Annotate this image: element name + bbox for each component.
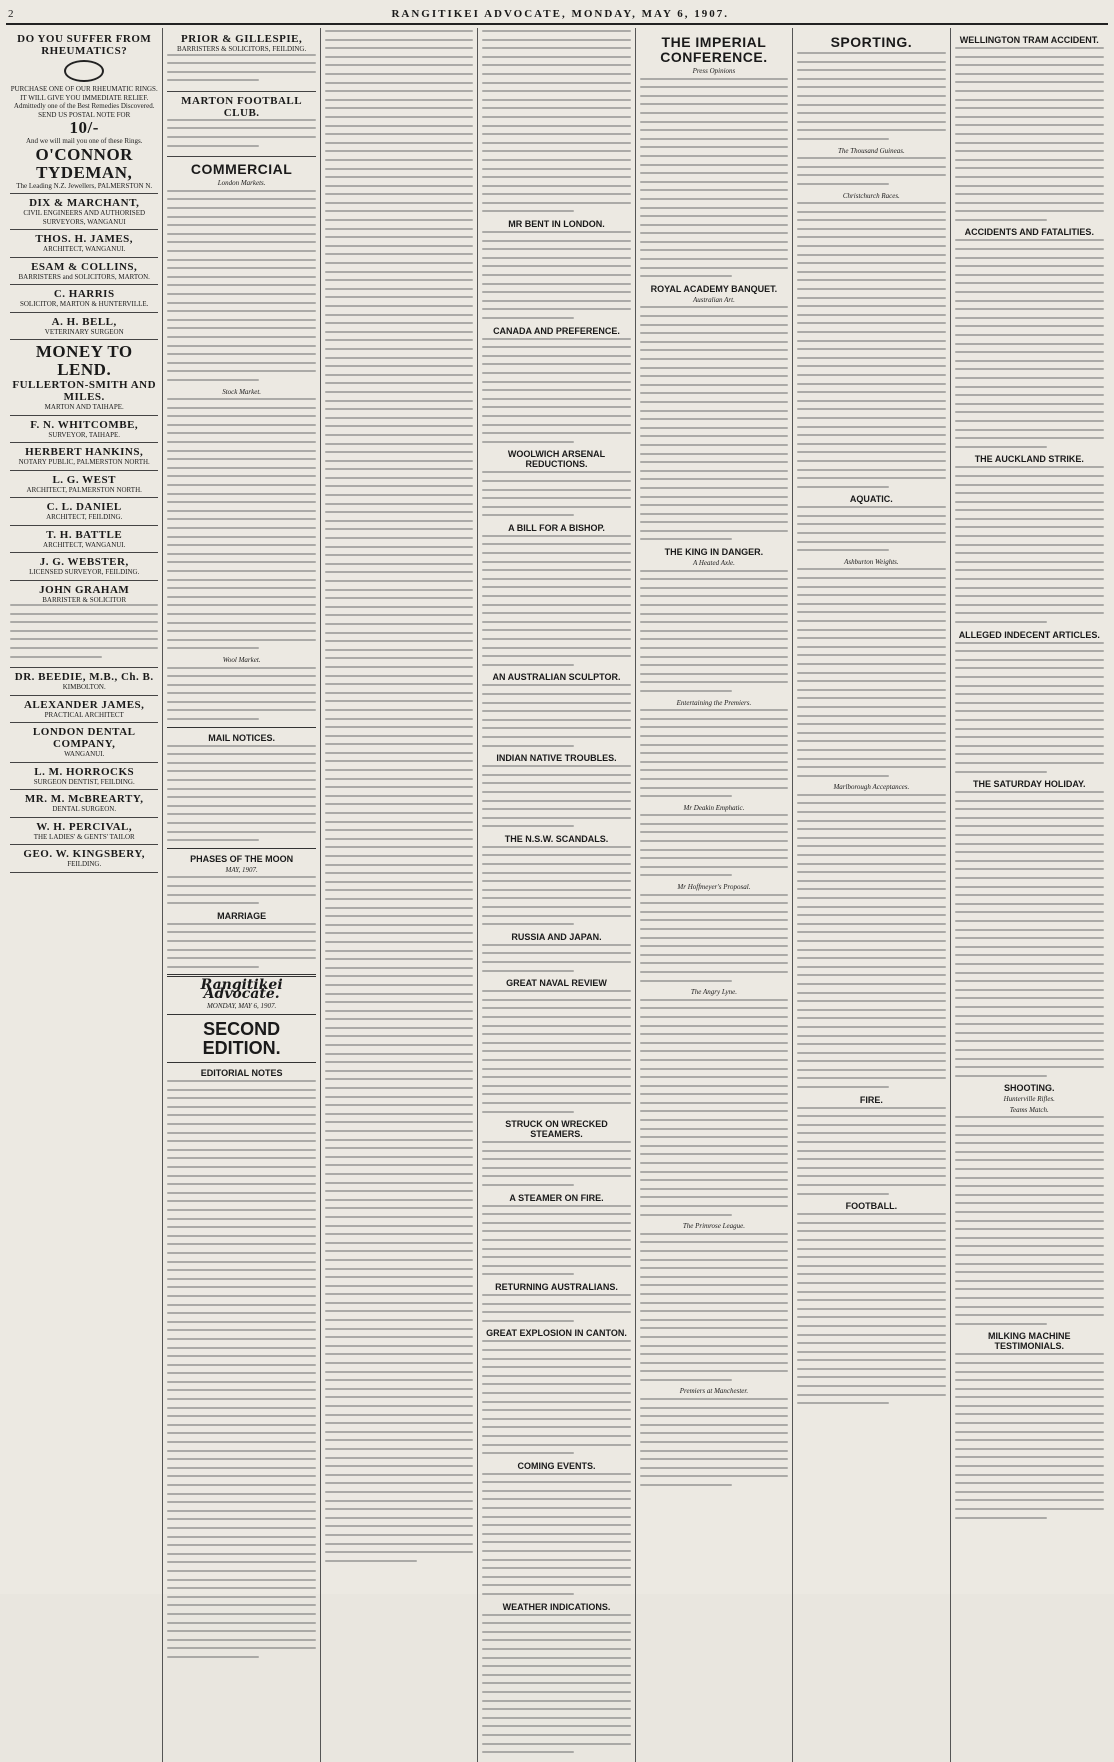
card-sub: VETERINARY SURGEON — [44, 327, 124, 336]
card-name: PRIOR & GILLESPIE, — [181, 33, 303, 45]
professional-card — [10, 285, 158, 313]
card-sub: PRACTICAL ARCHITECT — [44, 710, 124, 719]
news-heading: THE N.S.W. SCANDALS. — [504, 833, 609, 844]
card-name: MONEY TO LEND. — [35, 342, 133, 379]
rheumatic-ad — [10, 30, 158, 194]
news-heading: WOOLWICH ARSENAL REDUCTIONS. — [507, 449, 606, 470]
body-text — [10, 604, 158, 658]
ad-line: The Leading N.Z. Jewellers, PALMERSTON N. — [16, 181, 153, 190]
news-heading: ACCIDENTS AND FATALITIES. — [964, 227, 1094, 238]
section-heading: SPORTING. — [830, 34, 913, 50]
body-text — [167, 190, 315, 381]
section-heading: FIRE. — [859, 1094, 883, 1105]
professional-card — [10, 498, 158, 526]
body-text — [955, 47, 1104, 221]
subheading: The Angry Lyne. — [690, 988, 737, 997]
news-heading: THE AUCKLAND STRIKE. — [974, 454, 1084, 465]
body-text — [482, 1473, 630, 1595]
professional-card — [10, 553, 158, 581]
card-sub: MARTON AND TAIHAPE. — [44, 403, 124, 411]
ring-icon — [64, 60, 104, 82]
news-heading: STRUCK ON WRECKED STEAMERS. — [505, 1119, 608, 1140]
body-text — [482, 684, 630, 746]
body-text — [640, 306, 788, 540]
card-sub: ARCHITECT, PALMERSTON NORTH. — [26, 485, 142, 494]
page-number: 2 — [8, 8, 15, 20]
news-heading: GREAT EXPLOSION IN CANTON. — [486, 1328, 627, 1339]
section-heading: COMMERCIAL — [190, 161, 293, 178]
card-name: L. G. WEST — [52, 473, 116, 486]
news-heading: THE KING IN DANGER. — [664, 547, 764, 558]
news-heading: CANADA AND PREFERENCE. — [493, 325, 620, 336]
body-text — [640, 709, 788, 797]
subheading: London Markets. — [217, 179, 266, 188]
news-heading: COMING EVENTS. — [517, 1460, 596, 1471]
firm-name: O'CONNOR — [35, 144, 133, 164]
card-name: C. L. DANIEL — [46, 501, 122, 513]
card-name: MARTON FOOTBALL CLUB. — [181, 94, 303, 119]
newspaper-masthead: Rangitikei Advocate. — [200, 977, 283, 1002]
masthead — [6, 8, 1108, 25]
subheading: Mr Deakin Emphatic. — [683, 803, 745, 812]
news-heading: AN AUSTRALIAN SCULPTOR. — [492, 672, 621, 683]
body-text — [955, 1116, 1104, 1324]
body-text — [640, 814, 788, 876]
body-text — [955, 1353, 1104, 1518]
body-text — [482, 990, 630, 1112]
card-name: DR. BEEDIE, M.B., Ch. B. — [14, 671, 154, 684]
card-name: A. H. BELL, — [51, 315, 117, 328]
subheading: Wool Market. — [222, 655, 261, 664]
subheading: The Thousand Guineas. — [838, 146, 905, 155]
subheading: Press Opinions — [692, 67, 736, 75]
body-text — [482, 846, 630, 925]
card-sub: NOTARY PUBLIC, PALMERSTON NORTH. — [18, 458, 150, 466]
card-name: J. G. WEBSTER, — [39, 556, 129, 568]
body-text — [482, 1205, 630, 1276]
professional-card — [10, 313, 158, 341]
news-heading: WELLINGTON TRAM ACCIDENT. — [959, 35, 1099, 45]
subheading: Australian Art. — [692, 295, 735, 304]
football-notice — [167, 92, 315, 157]
card-sub: DENTAL SURGEON. — [52, 805, 117, 814]
card-sub: CIVIL ENGINEERS AND AUTHORISED SURVEYORS, WANGANUI — [23, 209, 146, 226]
ad-price: 10/- — [69, 118, 99, 137]
professional-card — [10, 763, 158, 791]
professional-card — [10, 723, 158, 763]
ad-line: And we will mail you one of these Rings. — [25, 137, 143, 145]
body-text — [482, 471, 630, 516]
body-text — [482, 30, 630, 212]
prior-gillespie-ad — [167, 30, 315, 92]
body-text — [482, 765, 630, 827]
body-text — [167, 1080, 315, 1658]
card-name: L. M. HORROCKS — [34, 765, 135, 778]
body-text — [640, 78, 788, 278]
card-sub: SURGEON DENTIST, FEILDING. — [33, 777, 135, 786]
body-text — [640, 1398, 788, 1486]
subheading: Entertaining the Premiers. — [676, 698, 752, 707]
body-text — [640, 894, 788, 982]
body-text — [482, 1294, 630, 1322]
subheading: MAY, 1907. — [225, 865, 258, 874]
card-sub: ARCHITECT, WANGANUI. — [43, 245, 126, 253]
card-sub: BARRISTERS & SOLICITORS, FEILDING. — [177, 45, 307, 53]
card-name: HERBERT HANKINS, — [25, 446, 144, 458]
professional-card — [10, 818, 158, 846]
body-text — [640, 1233, 788, 1381]
body-text — [955, 466, 1104, 623]
body-text — [797, 1107, 945, 1195]
news-heading: ALLEGED INDECENT ARTICLES. — [958, 629, 1100, 640]
body-text — [797, 52, 945, 140]
edition-heading: SECOND EDITION. — [202, 1019, 281, 1059]
section-heading: FOOTBALL. — [845, 1201, 898, 1212]
subheading: Ashburton Weights. — [844, 557, 899, 566]
body-text — [955, 642, 1104, 773]
news-heading: GREAT NAVAL REVIEW — [506, 978, 607, 989]
columns — [6, 28, 1108, 1612]
professional-card — [10, 668, 158, 696]
body-text — [797, 506, 945, 551]
card-sub: FEILDING. — [67, 860, 102, 869]
news-heading: WEATHER INDICATIONS. — [502, 1601, 611, 1612]
body-text — [167, 923, 315, 968]
body-text — [482, 1141, 630, 1186]
professional-card — [10, 230, 158, 258]
card-sub: SOLICITOR, MARTON & HUNTERVILLE. — [19, 300, 149, 308]
body-text — [482, 1340, 630, 1454]
card-sub: LICENSED SURVEYOR, FEILDING. — [29, 568, 140, 576]
section-heading: AQUATIC. — [849, 494, 893, 505]
section-heading: EDITORIAL NOTES — [200, 1068, 283, 1079]
ad-heading: DO YOU SUFFER FROM RHEUMATICS? — [17, 33, 152, 57]
body-text — [167, 398, 315, 649]
body-text — [167, 667, 315, 721]
body-text — [482, 338, 630, 443]
column-5 — [636, 28, 793, 1762]
column-7 — [951, 28, 1108, 1762]
subheading: Mr Hoffmeyer's Proposal. — [677, 883, 751, 892]
column-3 — [321, 28, 478, 1762]
professional-card — [10, 581, 158, 669]
news-heading: A BILL FOR A BISHOP. — [508, 522, 605, 533]
card-name: FULLERTON-SMITH AND MILES. — [12, 379, 157, 403]
body-text — [955, 239, 1104, 447]
card-sub: BARRISTER & SOLICITOR — [42, 595, 127, 604]
card-name: ALEXANDER JAMES, — [23, 698, 145, 711]
professional-card — [10, 416, 158, 444]
card-name: JOHN GRAHAM — [39, 583, 130, 596]
newspaper-title: RANGITIKEI ADVOCATE, MONDAY, MAY 6, 1907. — [391, 8, 730, 20]
professional-card — [10, 471, 158, 499]
card-sub: THE LADIES' & GENTS' TAILOR — [33, 832, 135, 841]
professional-card — [10, 845, 158, 873]
body-text — [482, 944, 630, 972]
column-2 — [163, 28, 320, 1762]
body-text — [955, 791, 1104, 1077]
body-text — [482, 535, 630, 666]
professional-card — [10, 194, 158, 230]
section-heading: SHOOTING. — [1004, 1083, 1055, 1094]
body-text — [797, 202, 945, 488]
ad-line: SEND US POSTAL NOTE FOR — [38, 110, 131, 119]
body-text — [482, 231, 630, 319]
card-name: DIX & MARCHANT, — [29, 197, 140, 209]
section-heading: PHASES OF THE MOON — [190, 853, 294, 864]
ad-line: IT WILL GIVE YOU IMMEDIATE RELIEF. — [20, 93, 149, 102]
body-text — [482, 1614, 630, 1754]
news-heading: MILKING MACHINE TESTIMONIALS. — [988, 1331, 1071, 1352]
body-text — [167, 745, 315, 842]
card-name: F. N. WHITCOMBE, — [30, 418, 139, 431]
card-name: LONDON DENTAL COMPANY, — [32, 726, 136, 751]
news-heading: THE SATURDAY HOLIDAY. — [973, 779, 1086, 790]
card-sub: BARRISTERS and SOLICITORS, MARTON. — [18, 272, 150, 281]
column-6 — [793, 28, 950, 1762]
body-text — [797, 157, 945, 185]
professional-card — [10, 696, 158, 724]
body-text — [167, 876, 315, 904]
ad-line: Admittedly one of the Best Remedies Discovered. — [13, 102, 155, 110]
card-name: GEO. W. KINGSBERY, — [23, 848, 146, 861]
subheading: Marlborough Acceptances. — [833, 783, 910, 792]
professional-card — [10, 443, 158, 471]
card-sub: WANGANUI. — [64, 750, 105, 759]
subheading: Christchurch Races. — [842, 191, 900, 200]
news-heading: RUSSIA AND JAPAN. — [511, 931, 602, 942]
card-sub: ARCHITECT, FEILDING. — [46, 513, 123, 521]
card-name: THOS. H. JAMES, — [35, 233, 134, 245]
news-heading: ROYAL ACADEMY BANQUET. — [650, 283, 778, 294]
news-heading: THE IMPERIAL CONFERENCE. — [660, 34, 768, 65]
news-heading: INDIAN NATIVE TROUBLES. — [496, 753, 617, 764]
subheading: A Heated Axle. — [692, 559, 735, 568]
news-heading: A STEAMER ON FIRE. — [509, 1192, 604, 1203]
section-heading: MAIL NOTICES. — [208, 732, 276, 743]
firm-name: TYDEMAN, — [36, 162, 133, 182]
subheading: Stock Market. — [222, 387, 262, 396]
professional-card — [10, 258, 158, 286]
subheading: Premiers at Manchester. — [679, 1387, 749, 1396]
news-heading: RETURNING AUSTRALIANS. — [495, 1282, 618, 1292]
body-text — [797, 794, 945, 1088]
card-sub: KIMBOLTON. — [62, 683, 106, 692]
card-name: MR. M. McBREARTY, — [24, 793, 144, 806]
section-heading: MARRIAGE — [217, 910, 267, 921]
body-text — [167, 54, 315, 82]
subheading: Hunterville Rifles. — [1003, 1095, 1055, 1104]
body-text — [797, 568, 945, 776]
subheading: Teams Match. — [1009, 1105, 1049, 1114]
body-text — [325, 30, 473, 1562]
card-name: ESAM & COLLINS, — [31, 260, 138, 273]
body-text — [797, 1213, 945, 1404]
column-4 — [478, 28, 635, 1762]
news-heading: MR BENT IN LONDON. — [508, 219, 605, 230]
body-text — [167, 119, 315, 147]
money-ad — [10, 340, 158, 416]
card-name: W. H. PERCIVAL, — [36, 820, 133, 833]
professional-card — [10, 790, 158, 818]
card-sub: SURVEYOR, TAIHAPE. — [48, 430, 121, 439]
body-text — [640, 570, 788, 692]
column-1 — [6, 28, 163, 1762]
professional-card — [10, 526, 158, 554]
body-text — [640, 999, 788, 1216]
card-name: C. HARRIS — [53, 288, 115, 300]
subheading: The Primrose League. — [682, 1222, 745, 1231]
ad-line: PURCHASE ONE OF OUR RHEUMATIC RINGS. — [10, 85, 158, 93]
card-name: T. H. BATTLE — [46, 528, 123, 541]
card-sub: ARCHITECT, WANGANUI. — [43, 540, 126, 549]
dateline: MONDAY, MAY 6, 1907. — [206, 1001, 277, 1010]
